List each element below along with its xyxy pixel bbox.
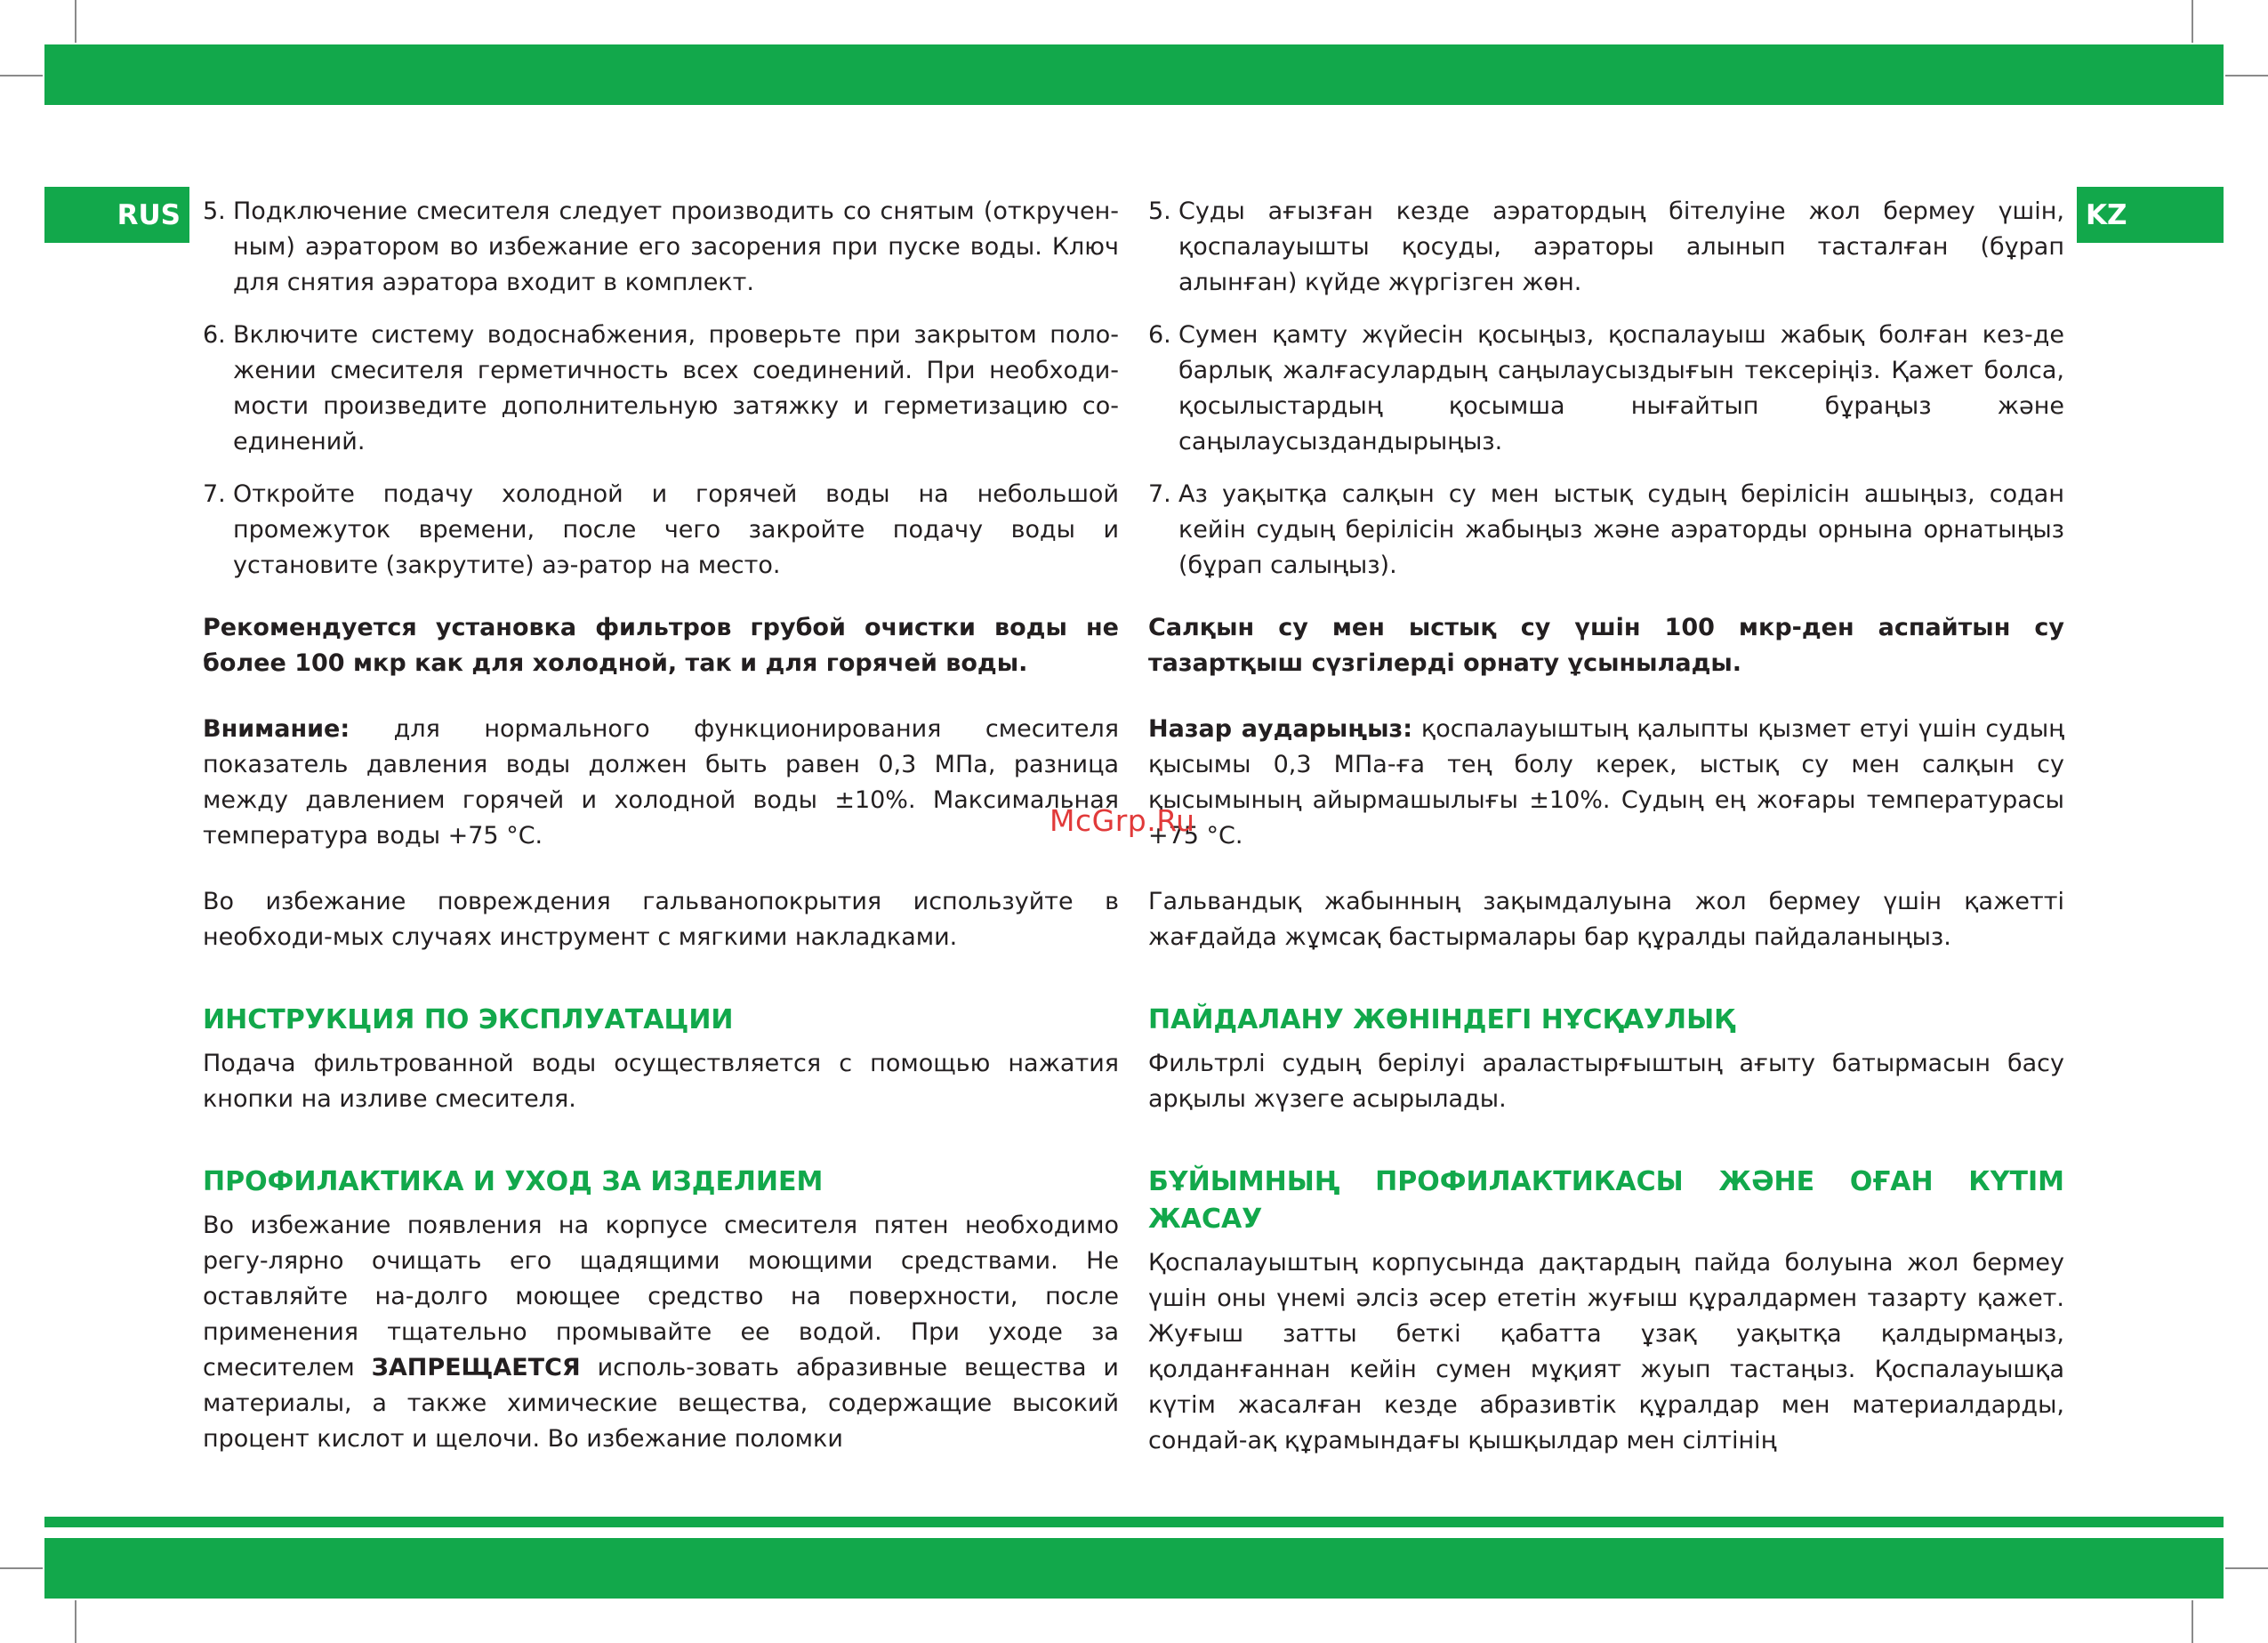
rus-item-7 <box>203 477 1119 584</box>
bottom-thin-green-band <box>44 1517 2224 1527</box>
kz-warning-paragraph <box>1148 712 2064 854</box>
rus-column <box>203 194 1119 1457</box>
rus-heading-operation: ИНСТРУКЦИЯ ПО ЭКСПЛУАТАЦИИ <box>203 1004 734 1035</box>
rus-item-6-number: 6. <box>203 321 226 349</box>
rus-item-5-text: Подключение смесителя следует производить со снятым (откручен-ным) аэратором во избежание его засорения при пуске воды. Ключ для снятия аэратора входит в комплект. <box>233 197 1119 296</box>
rus-warning-label: Внимание: <box>203 715 350 743</box>
language-tab-kz <box>2077 187 2224 243</box>
rus-item-6 <box>203 318 1119 460</box>
kz-heading-operation: ПАЙДАЛАНУ ЖӨНІНДЕГІ НҰСҚАУЛЫҚ <box>1148 1004 1735 1035</box>
rus-care-text-part2: исполь-зовать абразивные вещества и материалы, а также химические вещества, содержащие высокий процент кислот и щелочи. Во избежание поломки <box>203 1354 1119 1453</box>
language-tab-rus <box>44 187 189 243</box>
kz-item-5-number: 5. <box>1148 197 1171 225</box>
kz-item-5-text: Суды ағызған кезде аэратордың бітелуіне жол бермеу үшін, қоспалауышты қосуды, аэраторы алынып тасталған (бұрап алынған) күйде жүргізген жөн. <box>1178 197 2064 296</box>
crop-mark-top-right-v <box>2192 0 2193 43</box>
kz-item-7 <box>1148 477 2064 584</box>
rus-coating-note: Во избежание повреждения гальванопокрытия используйте в необходи-мых случаях инструмент с мягкими накладками. <box>203 888 1119 951</box>
rus-care-text <box>203 1208 1119 1457</box>
kz-item-6-number: 6. <box>1148 321 1171 349</box>
rus-item-5-number: 5. <box>203 197 226 225</box>
rus-warning-text: для нормального функционирования смесителя показатель давления воды должен быть равен 0,3 МПа, разница между давлением горячей и холодной воды ±10%. Максимальная температура воды +75 °С. <box>203 715 1119 850</box>
rus-item-5 <box>203 194 1119 301</box>
rus-operation-text: Подача фильтрованной воды осуществляется с помощью нажатия кнопки на изливе смесителя. <box>203 1050 1119 1113</box>
kz-care-text: Қоспалауыштың корпусында дақтардың пайда болуына жол бермеу үшін оны үнемі әлсіз әсер ететін жуғыш құралдармен тазарту қажет. Жуғыш затты беткі қабатта ұзақ уақытқа қалдырмаңыз, қолданғаннан кейін сумен мұқият жуып тастаңыз. Қоспалауышқа күтім жасалған кезде абразивтік құралдар мен материалдарды, сондай-ақ құрамындағы қышқылдар мен сілтінің <box>1148 1249 2064 1454</box>
kz-coating-note: Гальвандық жабынның зақымдалуына жол бермеу үшін қажетті жағдайда жұмсақ бастырмалары бар құралды пайдаланыңыз. <box>1148 888 2064 951</box>
crop-mark-top-left-h <box>0 75 43 77</box>
top-green-band <box>44 44 2224 105</box>
kz-item-6-text: Сумен қамту жүйесін қосыңыз, қоспалауыш жабық болған кез-де барлық жалғасулардың саңылаусыздығын тексеріңіз. Қажет болса, қосылыстардың қосымша нығайтып бұраңыз және саңылаусыздандырыңыз. <box>1178 321 2064 455</box>
rus-heading-care: ПРОФИЛАКТИКА И УХОД ЗА ИЗДЕЛИЕМ <box>203 1166 824 1197</box>
kz-warning-text: қоспалауыштың қалыпты қызмет етуі үшін судың қысымы 0,3 МПа-ға тең болу керек, ыстық су мен салқын су қысымының айырмашылығы ±10%. Судың ең жоғары температурасы +75 °С. <box>1148 715 2064 850</box>
rus-warning-paragraph <box>203 712 1119 854</box>
language-tab-kz-label: KZ <box>2086 198 2127 231</box>
rus-item-6-text: Включите систему водоснабжения, проверьте при закрытом поло-жении смесителя герметичность всех соединений. При необходи-мости произведите дополнительную затяжку и герметизацию со-единений. <box>233 321 1119 455</box>
bottom-green-band <box>44 1538 2224 1599</box>
crop-mark-bottom-left-v <box>75 1600 76 1643</box>
kz-heading-care: БҰЙЫМНЫҢ ПРОФИЛАКТИКАСЫ ЖӘНЕ ОҒАН КҮТІМ ЖАСАУ <box>1148 1166 2064 1235</box>
crop-mark-top-left-v <box>75 0 76 43</box>
rus-filter-recommendation: Рекомендуется установка фильтров грубой очистки воды не более 100 мкр как для холодной, так и для горячей воды. <box>203 614 1119 677</box>
watermark: McGrp.Ru <box>1050 803 1195 838</box>
kz-item-7-text: Аз уақытқа салқын су мен ыстық судың берілісін ашыңыз, содан кейін судың берілісін жабыңыз және аэраторды орнына орнатыңыз (бұрап салыңыз). <box>1178 480 2064 579</box>
kz-warning-label: Назар аударыңыз: <box>1148 715 1413 743</box>
kz-item-7-number: 7. <box>1148 480 1171 508</box>
crop-mark-bottom-left-h <box>0 1567 43 1569</box>
kz-filter-recommendation: Салқын су мен ыстық су үшін 100 мкр-ден аспайтын су тазартқыш сүзгілерді орнату ұсынылады. <box>1148 614 2064 677</box>
kz-item-6 <box>1148 318 2064 460</box>
kz-column <box>1148 194 2064 1459</box>
rus-item-7-number: 7. <box>203 480 226 508</box>
kz-operation-text: Фильтрлі судың берілуі араластырғыштың ағыту батырмасын басу арқылы жүзеге асырылады. <box>1148 1050 2064 1113</box>
crop-mark-bottom-right-h <box>2225 1567 2268 1569</box>
rus-care-forbidden: ЗАПРЕЩАЕТСЯ <box>371 1354 581 1381</box>
language-tab-rus-label: RUS <box>117 198 181 231</box>
crop-mark-bottom-right-v <box>2192 1600 2193 1643</box>
kz-item-5 <box>1148 194 2064 301</box>
rus-item-7-text: Откройте подачу холодной и горячей воды на небольшой промежуток времени, после чего закройте подачу воды и установите (закрутите) аэ-ратор на место. <box>233 480 1119 579</box>
rus-care-text-part1: Во избежание появления на корпусе смесителя пятен необходимо регу-лярно очищать его щадящими моющими средствами. Не оставляйте на-долго моющее средство на поверхности, после применения тщательно промывайте ее водой. При уходе за смесителем <box>203 1212 1119 1381</box>
crop-mark-top-right-h <box>2225 75 2268 77</box>
